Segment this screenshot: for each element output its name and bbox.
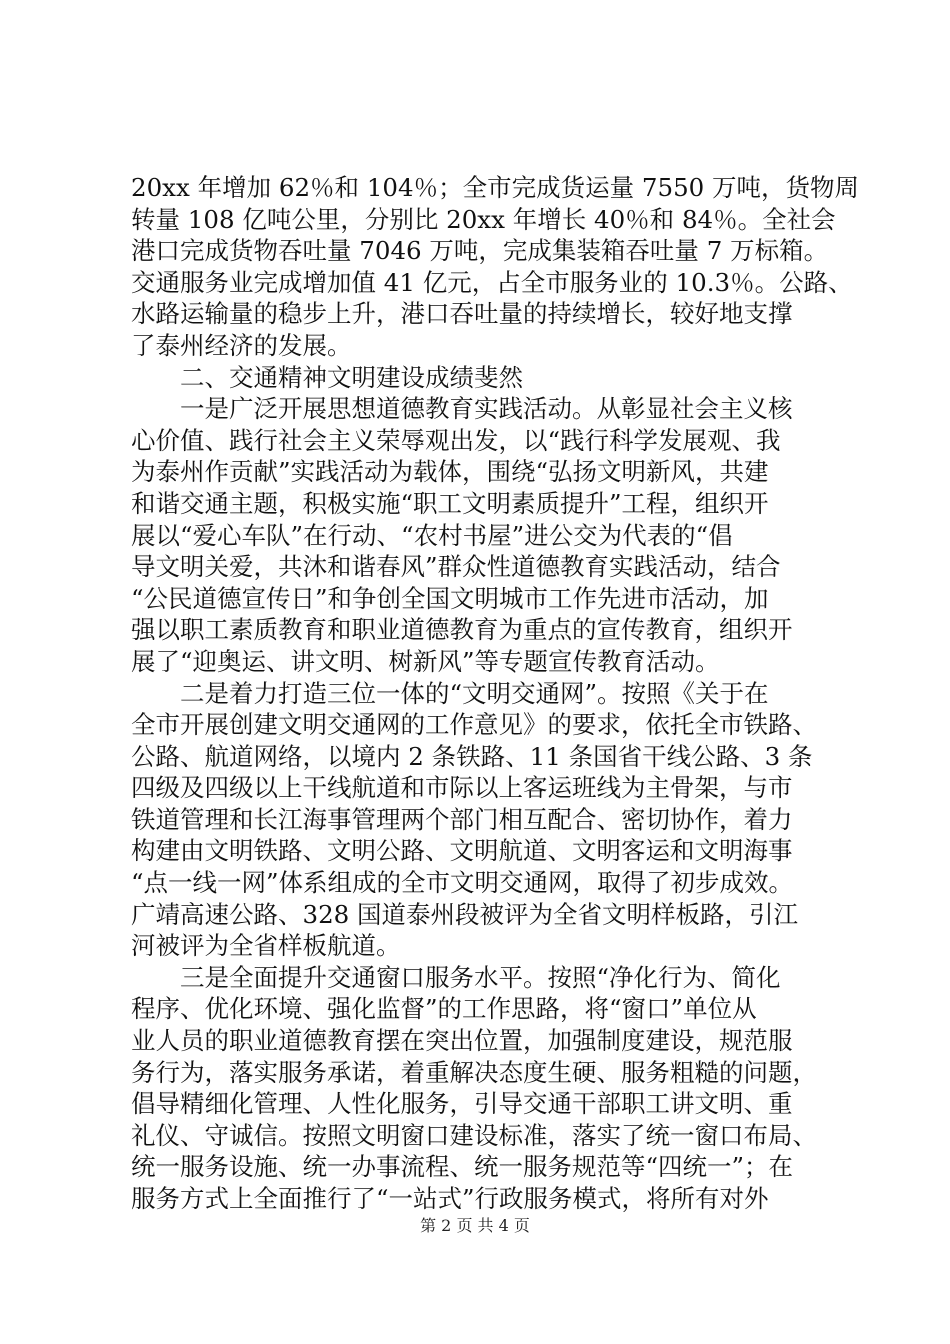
text-line: “公民道德宣传日”和争创全国文明城市工作先进市活动，加	[131, 583, 769, 613]
text-line: 倡导精细化管理、人性化服务，引导交通干部职工讲文明、重	[131, 1089, 793, 1119]
text-line: 礼仪、守诚信。按照文明窗口建设标准，落实了统一窗口布局、	[131, 1120, 817, 1150]
text-line: 一是广泛开展思想道德教育实践活动。从彰显社会主义核	[131, 394, 793, 424]
text-line: 展了“迎奥运、讲文明、树新风”等专题宣传教育活动。	[131, 646, 720, 676]
text-line: 为泰州作贡献”实践活动为载体，围绕“弘扬文明新风，共建	[131, 457, 769, 487]
page-number-footer: 第 2 页 共 4 页	[420, 1216, 530, 1235]
text-line: 四级及四级以上干线航道和市际以上客运班线为主骨架，与市	[131, 773, 793, 803]
text-line: 和谐交通主题，积极实施“职工文明素质提升”工程，组织开	[131, 488, 769, 518]
text-line: 心价值、践行社会主义荣辱观出发，以“践行科学发展观、我	[131, 425, 781, 455]
text-line: 广靖高速公路、328 国道泰州段被评为全省文明样板路，引江	[131, 899, 799, 929]
text-line: 了泰州经济的发展。	[131, 330, 352, 360]
text-line: 务行为，落实服务承诺，着重解决态度生硬、服务粗糙的问题，	[131, 1057, 817, 1087]
text-line: 港口完成货物吞吐量 7046 万吨，完成集装箱吞吐量 7 万标箱。	[131, 236, 829, 266]
text-line: 三是全面提升交通窗口服务水平。按照“净化行为、简化	[131, 962, 781, 992]
text-line: 统一服务设施、统一办事流程、统一服务规范等“四统一”；在	[131, 1152, 794, 1182]
text-line: 交通服务业完成增加值 41 亿元，占全市服务业的 10.3％。公路、	[131, 267, 853, 297]
text-line: 强以职工素质教育和职业道德教育为重点的宣传教育，组织开	[131, 615, 793, 645]
document-body	[131, 172, 860, 1215]
text-line: 导文明关爱，共沐和谐春风”群众性道德教育实践活动，结合	[131, 552, 781, 582]
text-line: 二是着力打造三位一体的“文明交通网”。按照《关于在	[131, 678, 769, 708]
text-line: 服务方式上全面推行了“一站式”行政服务模式，将所有对外	[131, 1184, 769, 1213]
text-line: 水路运输量的稳步上升，港口吞吐量的持续增长，较好地支撑	[131, 299, 793, 329]
text-line: 公路、航道网络，以境内 2 条铁路、11 条国省干线公路、3 条	[131, 741, 813, 771]
text-line: 构建由文明铁路、文明公路、文明航道、文明客运和文明海事	[131, 836, 793, 866]
text-line: 程序、优化环境、强化监督”的工作思路，将“窗口”单位从	[131, 994, 757, 1024]
text-line: 展以“爱心车队”在行动、“农村书屋”进公交为代表的“倡	[131, 520, 733, 550]
text-line: 20xx 年增加 62％和 104％；全市完成货运量 7550 万吨，货物周	[131, 173, 860, 202]
text-line: “点一线一网”体系组成的全市文明交通网，取得了初步成效。	[131, 868, 794, 898]
section-heading: 二、交通精神文明建设成绩斐然	[131, 362, 523, 392]
text-line: 铁道管理和长江海事管理两个部门相互配合、密切协作，着力	[131, 804, 793, 834]
text-line: 转量 108 亿吨公里，分别比 20xx 年增长 40％和 84％。全社会	[131, 204, 836, 234]
text-line: 业人员的职业道德教育摆在突出位置，加强制度建设，规范服	[131, 1026, 793, 1056]
text-line: 全市开展创建文明交通网的工作意见》的要求，依托全市铁路、	[131, 710, 817, 740]
text-line: 河被评为全省样板航道。	[131, 931, 401, 961]
